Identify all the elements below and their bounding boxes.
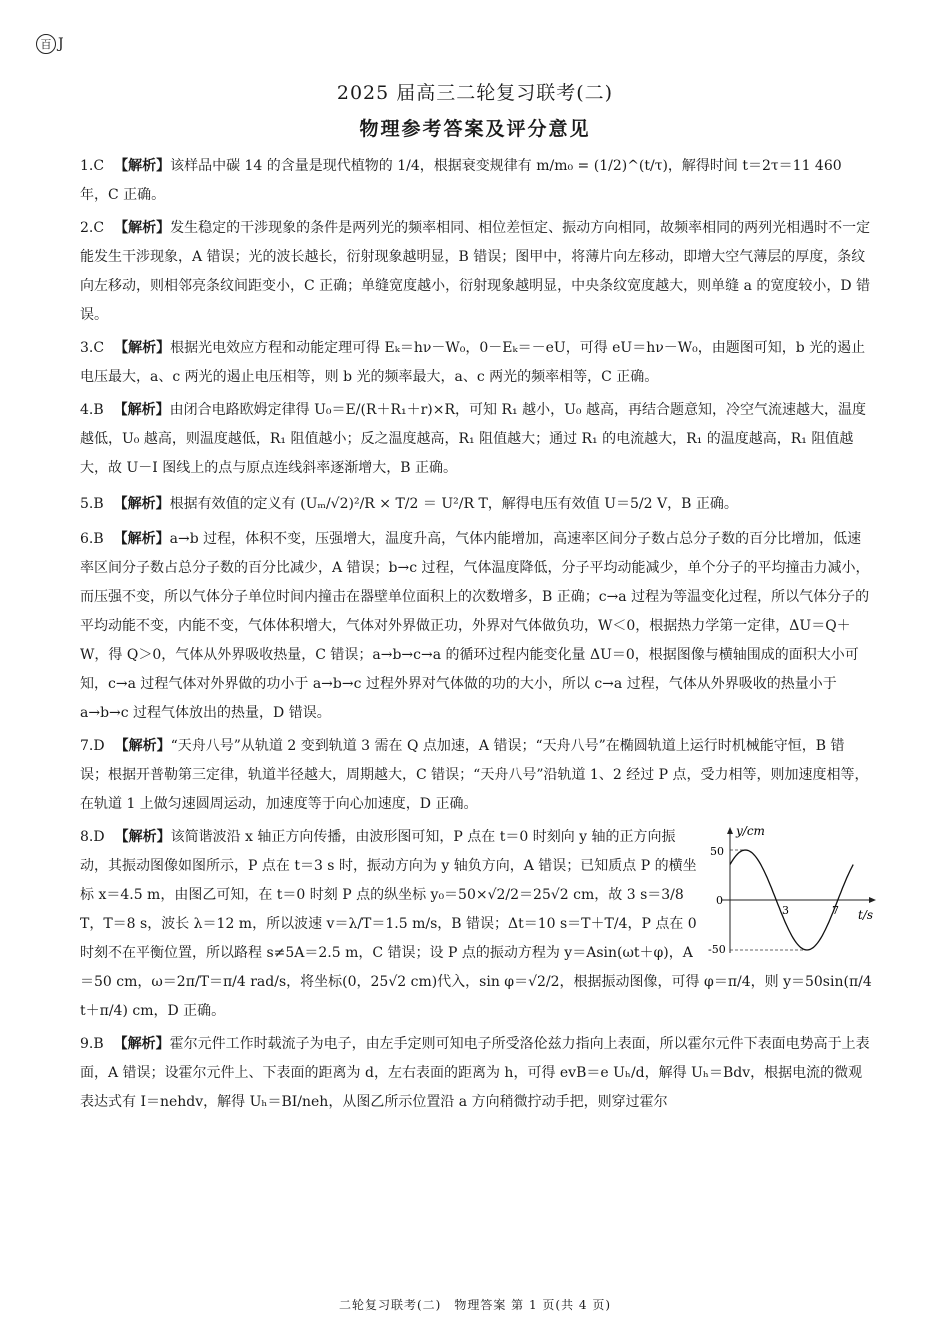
y-axis-label: y/cm: [736, 824, 765, 838]
y-axis-arrow: [727, 827, 733, 834]
question-3-text: 根据光电效应方程和动能定理可得 Eₖ＝hν－W₀，0－Eₖ＝－eU，可得 eU＝hν－W₀，由题图可知，b 光的遏止电压最大，a、c 两光的遏止电压相等，则 b 光的频率最大，a、c 两光的频率相等，C 正确。: [80, 340, 866, 385]
question-2-text: 发生稳定的干涉现象的条件是两列光的频率相同、相位差恒定、振动方向相同，故频率相同的两列光相遇时不一定能发生干涉现象，A 错误；光的波长越长，衍射现象越明显，B 错误；图甲中，将薄片向左移动，即增大空气薄层的厚度，条纹向左移动，则相邻亮条纹间距变小，C 正确；单缝宽度越小，衍射现象越明显，中央条纹宽度越大，则单缝 a 的宽度较小，D 错误。: [80, 220, 871, 323]
x-axis-arrow: [869, 897, 876, 903]
question-1-text: 该样品中碳 14 的含量是现代植物的 1/4，根据衰变规律有 m/m₀ = (1/2)^(t/τ)，解得时间 t＝2τ＝11 460 年，C 正确。: [80, 158, 842, 203]
question-3: 3.C 【解析】根据光电效应方程和动能定理可得 Eₖ＝hν－W₀，0－Eₖ＝－eU，可得 eU＝hν－W₀，由题图可知，b 光的遏止电压最大，a、c 两光的遏止电压相等，则 b 光的频率最大，a、c 两光的频率相等，C 正确。: [80, 340, 866, 385]
tick-label-minus-50: -50: [708, 943, 726, 956]
question-6-text: a→b 过程，体积不变，压强增大，温度升高，气体内能增加，高速率区间分子数占总分子数的百分比增加，低速率区间分子数占总分子数的百分比减少，A 错误；b→c 过程，气体温度降低，分子平均动能减少，单个分子的平均撞击力减小，而压强不变，所以气体分子单位时间内撞击在器壁单位面积上的次数增多，B 正确；c→a 过程为等温变化过程，所以气体分子的平均动能不变，内能不变，气体体积增大，气体对外界做正功，外界对气体做负功，W＜0，根据热力学第一定律，ΔU＝Q＋W，得 Q＞0，气体从外界吸收热量，C 错误；a→b→c→a 的循环过程内能变化量 ΔU＝0，根据图像与横轴围成的面积大小可知，c→a 过程气体对外界做的功小于 a→b→c 过程外界对气体做的功的大小，所以 c→a 过程，气体从外界吸收的热量小于 a→b→c 过程气体放出的热量，D 错误。: [80, 531, 870, 721]
logo: [36, 34, 64, 54]
x-axis-label: t/s: [858, 908, 874, 922]
answer-list: [80, 152, 872, 1117]
question-2: 2.C 【解析】发生稳定的干涉现象的条件是两列光的频率相同、相位差恒定、振动方向相同，故频率相同的两列光相遇时不一定能发生干涉现象，A 错误；光的波长越长，衍射现象越明显，B 错误；图甲中，将薄片向左移动，即增大空气薄层的厚度，条纹向左移动，则相邻亮条纹间距变小，C 正确；单缝宽度越小，衍射现象越明显，中央条纹宽度越大，则单缝 a 的宽度较小，D 错误。: [80, 220, 871, 323]
question-8-text: 该简谐波沿 x 轴正方向传播，由波形图可知，P 点在 t＝0 时刻向 y 轴的正方向振动，其振动图像如图所示，P 点在 t＝3 s 时，振动方向为 y 轴负方向，A 错误；已知质点 P 的横坐标 x＝4.5 m，由图乙可知，在 t＝0 时刻 P 点的纵坐标 y₀＝50×√2/2＝25√2 cm，故 3 s＝3/8 T，T＝8 s，波长 λ＝12 m，所以波速 v＝λ/T＝1.5 m/s，B 错误；Δt＝10 s＝T＋T/4，P 点在 0 时刻不在平衡位置，所以路程 s≠5A＝2.5 m，C 错误；设 P 点的振动方程为 y＝Asin(ωt＋φ)，A＝50 cm，ω＝2π/T＝π/4 rad/s，将坐标(0，25√2 cm)代入，sin φ＝√2/2，根据振动图像，可得 φ＝π/4，则 y＝50sin(π/4 t＋π/4) cm，D 正确。: [80, 829, 872, 1019]
logo-suffix: J: [58, 36, 64, 52]
question-1: 1.C 【解析】该样品中碳 14 的含量是现代植物的 1/4，根据衰变规律有 m/m₀ = (1/2)^(t/τ)，解得时间 t＝2τ＝11 460 年，C 正确。: [80, 158, 842, 203]
question-7: 7.D 【解析】“天舟八号”从轨道 2 变到轨道 3 需在 Q 点加速，A 错误；“天舟八号”在椭圆轨道上运行时机械能守恒，B 错误；根据开普勒第三定律，轨道半径越大，周期越大，C 错误；“天舟八号”沿轨道 1、2 经过 P 点，受力相等，则加速度相等，在轨道 1 上做匀速圆周运动，加速度等于向心加速度，D 正确。: [80, 738, 869, 812]
question-5-text: 根据有效值的定义有 (Uₘ/√2)²/R × T/2 ＝ U²/R T，解得电压有效值 U＝5/2 V，B 正确。: [169, 496, 738, 512]
question-9: 9.B 【解析】霍尔元件工作时载流子为电子，由左手定则可知电子所受洛伦兹力指向上表面，所以霍尔元件下表面电势高于上表面，A 错误；设霍尔元件上、下表面的距离为 d，左右表面的距离为 h，可得 evB＝e Uₕ/d，解得 Uₕ＝Bdv，根据电流的微观表达式有 I＝nehdv，解得 Uₕ＝BI/neh，从图乙所示位置沿 a 方向稍微拧动手把，则穿过霍尔: [80, 1036, 870, 1110]
page-footer: 二轮复习联考(二) 物理答案 第 1 页(共 4 页): [338, 1298, 612, 1312]
question-7-text: “天舟八号”从轨道 2 变到轨道 3 需在 Q 点加速，A 错误；“天舟八号”在椭圆轨道上运行时机械能守恒，B 错误；根据开普勒第三定律，轨道半径越大，周期越大，C 错误；“天舟八号”沿轨道 1、2 经过 P 点，受力相等，则加速度相等，在轨道 1 上做匀速圆周运动，加速度等于向心加速度，D 正确。: [80, 738, 869, 812]
question-5: 5.B 【解析】根据有效值的定义有 (Uₘ/√2)²/R × T/2 ＝ U²/R T，解得电压有效值 U＝5/2 V，B 正确。: [80, 496, 738, 512]
question-4: 4.B 【解析】由闭合电路欧姆定律得 U₀＝E/(R＋R₁＋r)×R，可知 R₁ 越小，U₀ 越高，再结合题意知，冷空气流速越大，温度越低，U₀ 越高，则温度越低，R₁ 阻值越小；反之温度越高，R₁ 阻值越大；通过 R₁ 的电流越大，R₁ 的温度越高，R₁ 阻值越大，故 U－I 图线上的点与原点连线斜率逐渐增大，B 正确。: [80, 402, 866, 476]
tick-label-7: 7: [832, 904, 839, 917]
logo-circle: 百: [36, 34, 56, 54]
page-title: 2025 届高三二轮复习联考(二): [336, 82, 614, 104]
question-4-text: 由闭合电路欧姆定律得 U₀＝E/(R＋R₁＋r)×R，可知 R₁ 越小，U₀ 越高，再结合题意知，冷空气流速越大，温度越低，U₀ 越高，则温度越低，R₁ 阻值越小；反之温度越高，R₁ 阻值越大；通过 R₁ 的电流越大，R₁ 的温度越高，R₁ 阻值越大，故 U－I 图线上的点与原点连线斜率逐渐增大，B 正确。: [80, 402, 866, 476]
tick-label-0: 0: [716, 894, 723, 907]
tick-label-50: 50: [710, 845, 724, 858]
question-9-text: 霍尔元件工作时载流子为电子，由左手定则可知电子所受洛伦兹力指向上表面，所以霍尔元件下表面电势高于上表面，A 错误；设霍尔元件上、下表面的距离为 d，左右表面的距离为 h，可得 evB＝e Uₕ/d，解得 Uₕ＝Bdv，根据电流的微观表达式有 I＝nehdv，解得 Uₕ＝BI/neh，从图乙所示位置沿 a 方向稍微拧动手把，则穿过霍尔: [80, 1036, 870, 1110]
question-6: 6.B 【解析】a→b 过程，体积不变，压强增大，温度升高，气体内能增加，高速率区间分子数占总分子数的百分比增加，低速率区间分子数占总分子数的百分比减少，A 错误；b→c 过程，气体温度降低，分子平均动能减少，单个分子的平均撞击力减小，而压强不变，所以气体分子单位时间内撞击在器壁单位面积上的次数增多，B 正确；c→a 过程为等温变化过程，所以气体分子的平均动能不变，内能不变，气体体积增大，气体对外界做正功，外界对气体做负功，W＜0，根据热力学第一定律，ΔU＝Q＋W，得 Q＞0，气体从外界吸收热量，C 错误；a→b→c→a 的循环过程内能变化量 ΔU＝0，根据图像与横轴围成的面积大小可知，c→a 过程气体对外界做的功小于 a→b→c 过程外界对气体做的功的大小，所以 c→a 过程，气体从外界吸收的热量小于 a→b→c 过程气体放出的热量，D 错误。: [80, 531, 870, 721]
page-subtitle: 物理参考答案及评分意见: [359, 118, 591, 140]
vibration-graph: [708, 821, 880, 961]
question-8: y/cm t/s 50 0 -50 3 7 8.D 【解析】该简谐波沿 x 轴正方向传播，由波形图可知，P 点在 t＝0 时刻向 y 轴的正方向振动，其振动图像如图所示，P 点在 t＝3 s 时，振动方向为 y 轴负方向，A 错误；已知质点 P 的横坐标 x＝4.5 m，由图乙可知，在 t＝0 时刻 P 点的纵坐标 y₀＝50×√2/2＝25√2 cm，故 3 s＝3/8 T，T＝8 s，波长 λ＝12 m，所以波速 v＝λ/T＝1.5 m/s，B 错误；Δt＝10 s＝T＋T/4，P 点在 0 时刻不在平衡位置，所以路程 s≠5A＝2.5 m，C 错误；设 P 点的振动方程为 y＝Asin(ωt＋φ)，A＝50 cm，ω＝2π/T＝π/4 rad/s，将坐标(0，25√2 cm)代入，sin φ＝√2/2，根据振动图像，可得 φ＝π/4，则 y＝50sin(π/4 t＋π/4) cm，D 正确。: [80, 823, 872, 1026]
tick-label-3: 3: [782, 904, 789, 917]
